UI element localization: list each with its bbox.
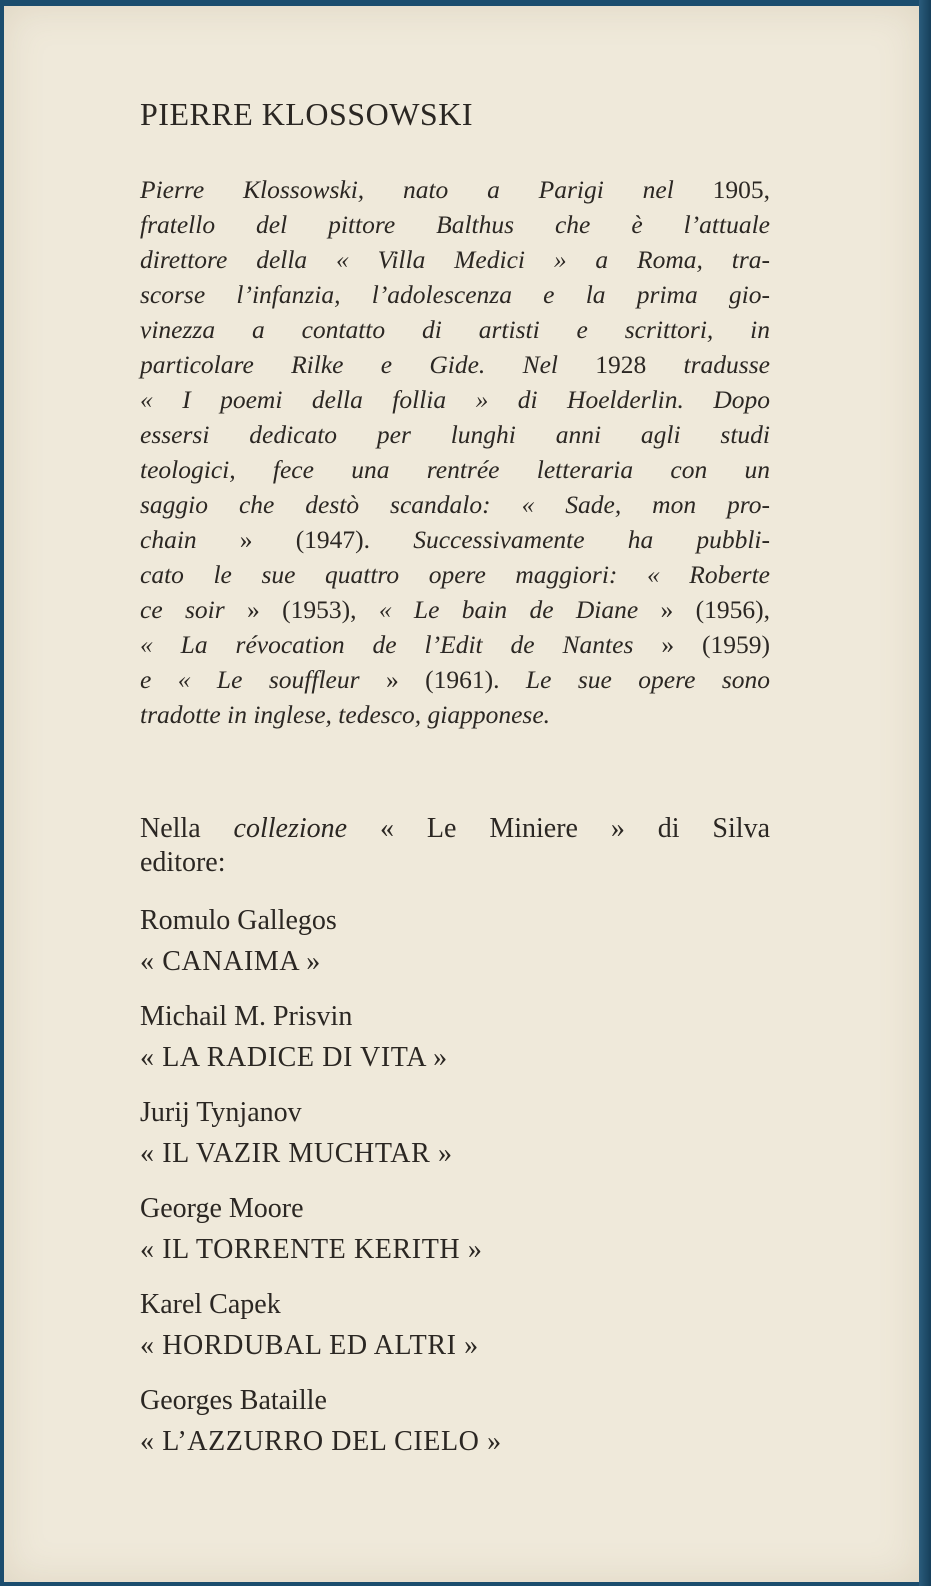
bio-line: essersi dedicato per lunghi anni agli studi: [140, 420, 770, 449]
author-heading: PIERRE KLOSSOWSKI: [140, 96, 473, 132]
bio-line: tradotte in inglese, tedesco, giapponese.: [140, 700, 551, 729]
collection-line-1: Nella collezione « Le Miniere » di Silva: [140, 813, 770, 844]
bio-line: e « Le souffleur » (1961). Le sue opere sono: [140, 665, 770, 694]
bio-line: fratello del pittore Balthus che è l’attuale: [140, 210, 770, 239]
book-author: Jurij Tynjanov: [140, 1097, 302, 1128]
collection-note: [140, 812, 770, 880]
book-author: Georges Bataille: [140, 1385, 327, 1416]
bio-line: « I poemi della follia » di Hoelderlin. Dopo: [140, 385, 770, 414]
bio-line: saggio che destò scandalo: « Sade, mon pro-: [140, 490, 770, 519]
book-title: « CANAIMA »: [140, 946, 321, 977]
book-title: « LA RADICE DI VITA »: [140, 1042, 448, 1073]
bio-line: teologici, fece una rentrée letteraria con un: [140, 455, 770, 484]
book-entry: [140, 1380, 770, 1462]
bio-line: scorse l’infanzia, l’adolescenza e la prima gio-: [140, 280, 770, 309]
bio-line: chain » (1947). Successivamente ha pubbli-: [140, 525, 770, 554]
bio-line: « La révocation de l’Edit de Nantes » (1959): [140, 630, 770, 659]
book-title: « L’AZZURRO DEL CIELO »: [140, 1426, 502, 1457]
book-author: George Moore: [140, 1193, 304, 1224]
collection-word: collezione: [233, 813, 348, 844]
bio-line: Pierre Klossowski, nato a Parigi nel 1905,: [140, 175, 770, 204]
book-title: « IL VAZIR MUCHTAR »: [140, 1138, 453, 1169]
bio-line: ce soir » (1953), « Le bain de Diane » (1956),: [140, 595, 771, 624]
bio-line: vinezza a contatto di artisti e scrittori, in: [140, 315, 770, 344]
book-entry: [140, 1284, 770, 1366]
book-title: « IL TORRENTE KERITH »: [140, 1234, 483, 1265]
background-edge: [919, 0, 931, 1586]
bio-line: cato le sue quattro opere maggiori: « Roberte: [140, 560, 770, 589]
bio-line: particolare Rilke e Gide. Nel 1928 tradusse: [140, 350, 770, 379]
author-biography: [140, 172, 770, 732]
book-entry: [140, 996, 770, 1078]
book-list: [140, 900, 770, 1476]
book-entry: [140, 1188, 770, 1270]
bio-line: direttore della « Villa Medici » a Roma, tra-: [140, 245, 770, 274]
collection-line-2: editore:: [140, 847, 226, 878]
book-author: Karel Capek: [140, 1289, 281, 1320]
book-entry: [140, 900, 770, 982]
book-author: Romulo Gallegos: [140, 905, 337, 936]
book-entry: [140, 1092, 770, 1174]
book-title: « HORDUBAL ED ALTRI »: [140, 1330, 479, 1361]
book-author: Michail M. Prisvin: [140, 1001, 353, 1032]
